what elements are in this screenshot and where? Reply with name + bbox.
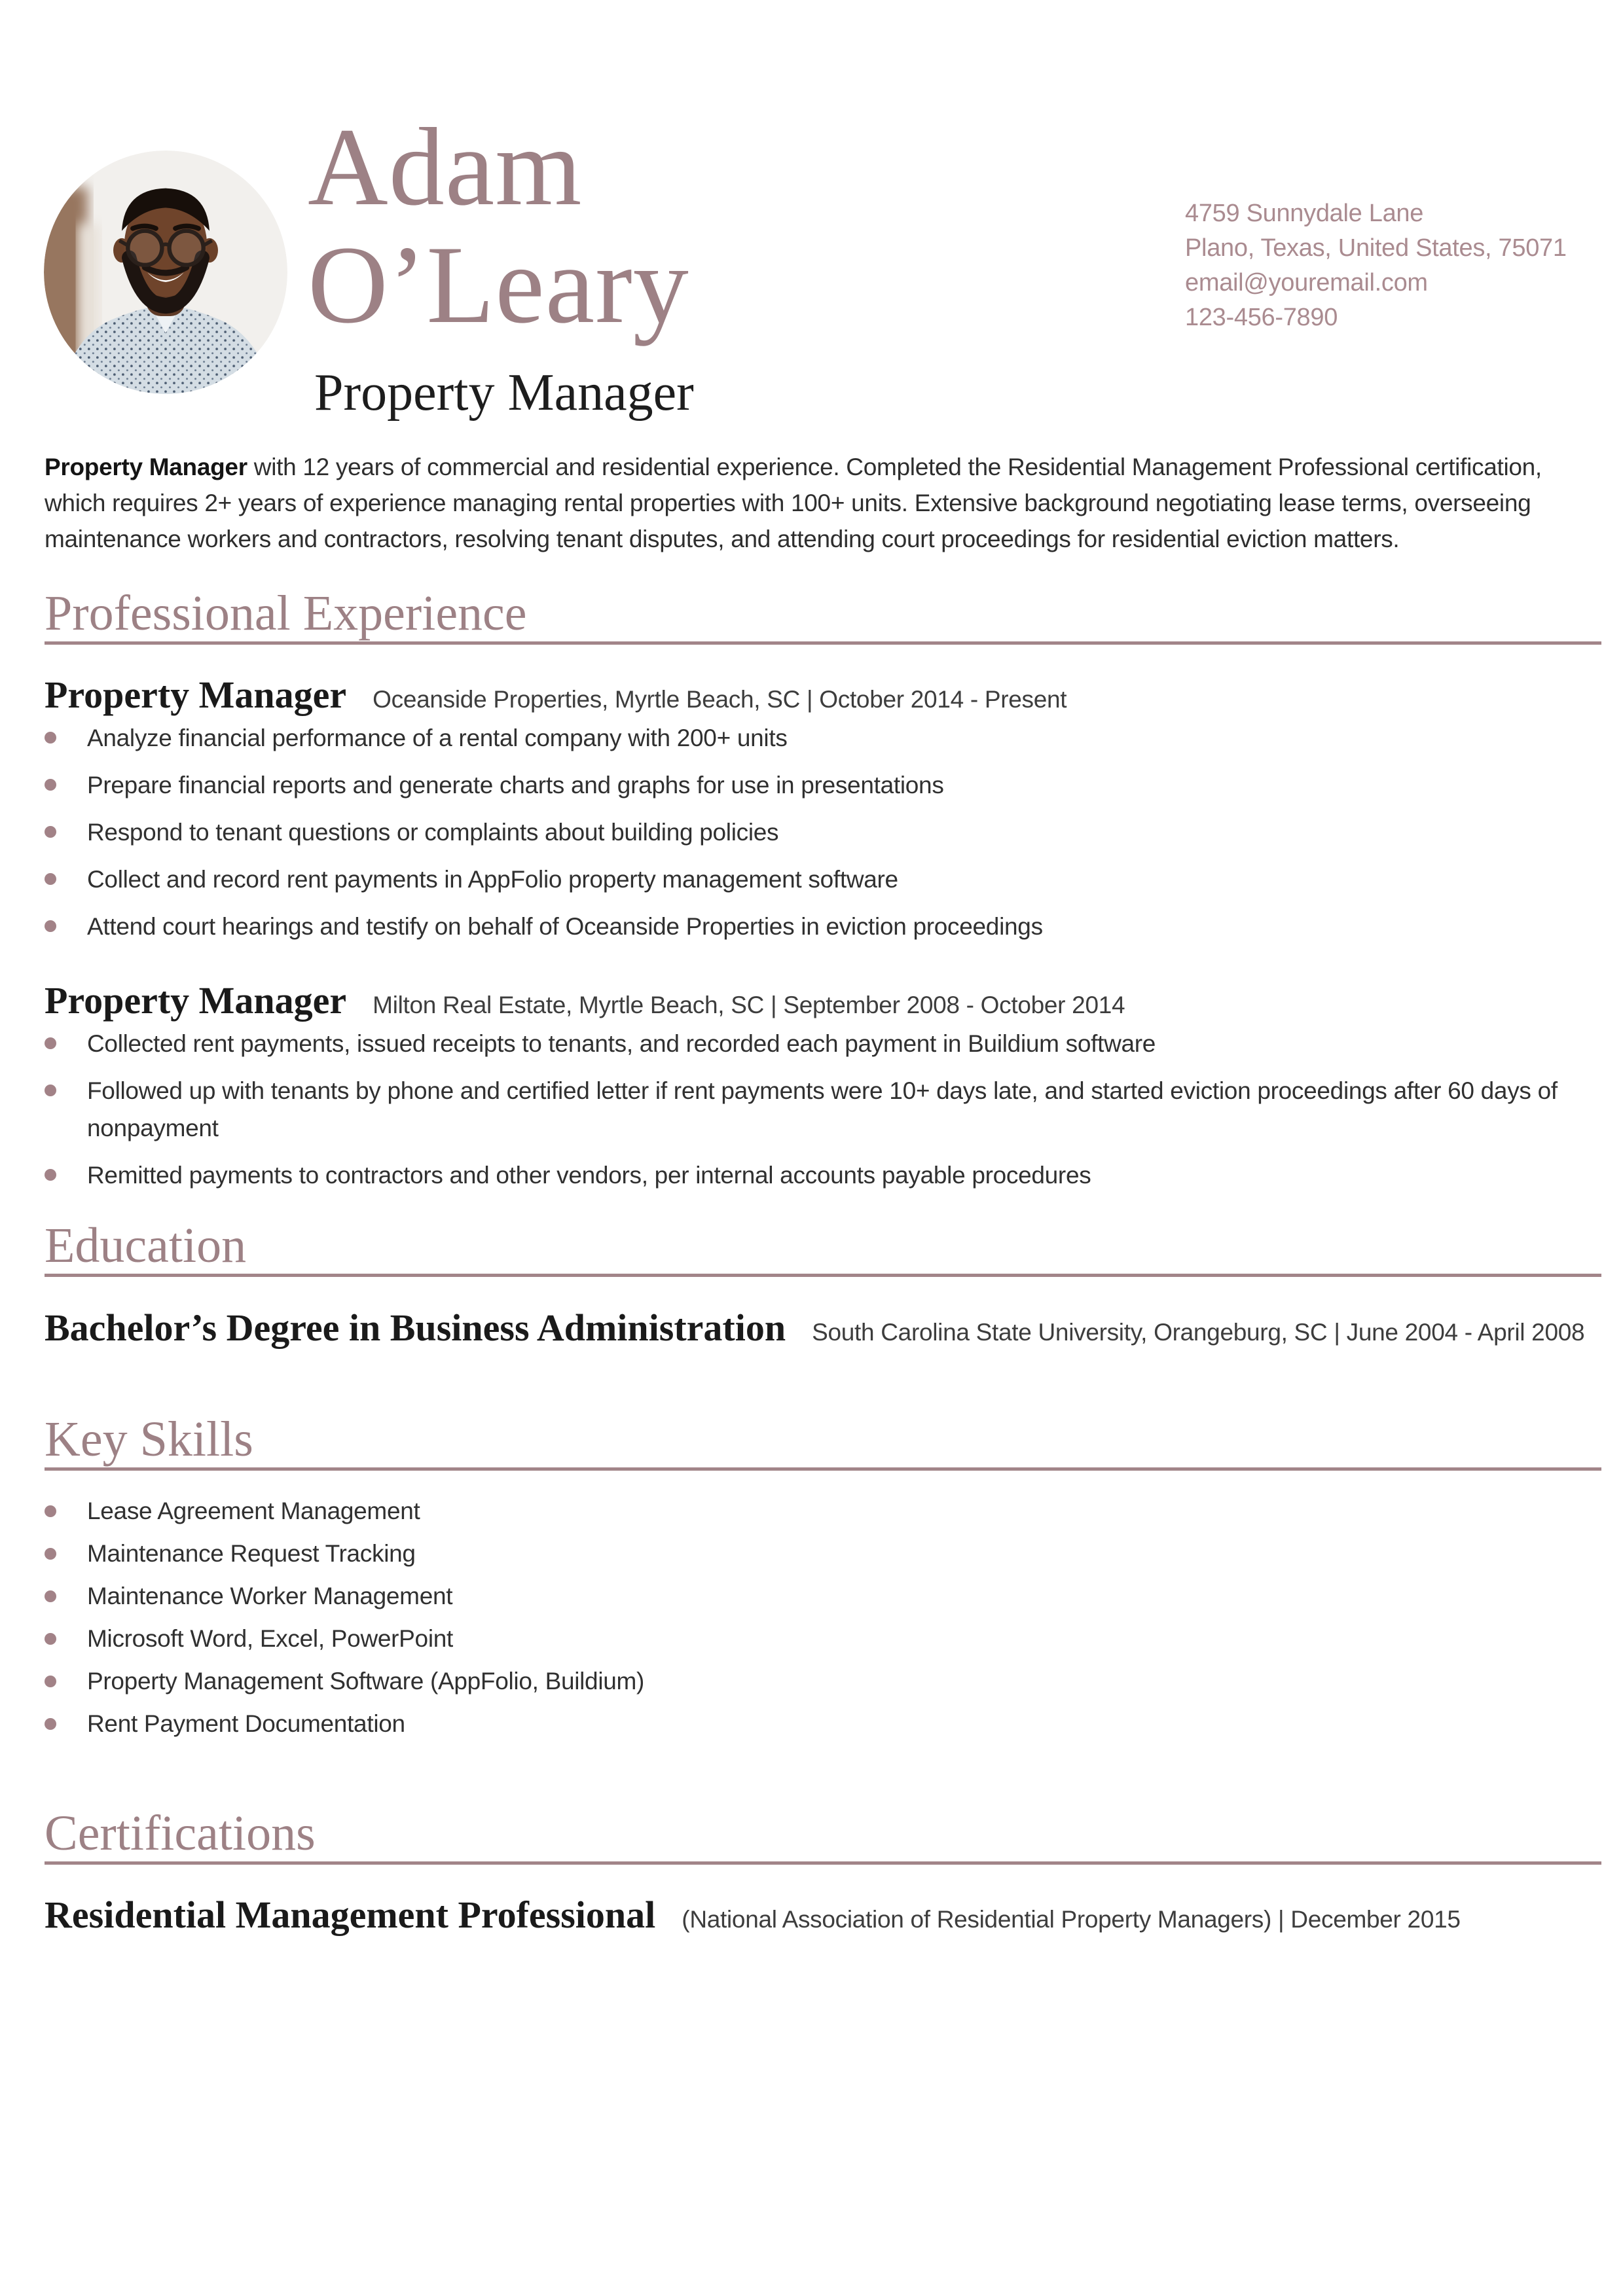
education-entry (45, 1306, 1601, 1349)
list-item (45, 861, 1601, 898)
list-item (45, 1072, 1601, 1147)
skill-text: Microsoft Word, Excel, PowerPoint (87, 1625, 453, 1652)
skill-text: Rent Payment Documentation (87, 1710, 405, 1737)
section-heading-education: Education (45, 1221, 1601, 1277)
experience-entry-1-header (45, 673, 1601, 716)
bullet-text: Respond to tenant questions or complaints about building policies (87, 819, 779, 846)
bullet-icon (45, 732, 56, 744)
experience-entry-2 (45, 979, 1601, 1194)
list-item (45, 719, 1601, 757)
section-heading-experience: Professional Experience (45, 588, 1601, 645)
person-name-line1: Adam (308, 105, 583, 228)
experience-entry-1-title: Property Manager (45, 673, 347, 716)
section-heading-certifications: Certifications (45, 1808, 1601, 1865)
bullet-icon (45, 1633, 56, 1645)
list-item (45, 814, 1601, 851)
bullet-icon (45, 779, 56, 791)
bullet-icon (45, 873, 56, 885)
experience-entry-1-meta: Oceanside Properties, Myrtle Beach, SC | October 2014 - Present (373, 686, 1067, 713)
skill-text: Lease Agreement Management (87, 1498, 420, 1524)
bullet-icon (45, 1590, 56, 1602)
experience-entry-1 (45, 673, 1601, 945)
summary-paragraph (45, 449, 1601, 557)
certification-meta: (National Association of Residential Property Managers) | December 2015 (682, 1906, 1461, 1933)
list-item (45, 1708, 1601, 1740)
bullet-icon (45, 826, 56, 838)
education-degree: Bachelor’s Degree in Business Administration (45, 1306, 786, 1349)
bullet-icon (45, 1085, 56, 1096)
bullet-text: Followed up with tenants by phone and certified letter if rent payments were 10+ days late, and started eviction proceedings after 60 days of nonpayment (87, 1077, 1558, 1141)
list-item (45, 766, 1601, 804)
summary-lead: Property Manager (45, 454, 247, 480)
bullet-text: Remitted payments to contractors and other vendors, per internal accounts payable procedures (87, 1162, 1091, 1189)
list-item (45, 1580, 1601, 1613)
certification-entry-header (45, 1893, 1601, 1936)
bullet-text: Collect and record rent payments in AppFolio property management software (87, 866, 898, 893)
bullet-text: Analyze financial performance of a rental company with 200+ units (87, 725, 788, 751)
resume-body (45, 0, 1601, 1934)
certification-name: Residential Management Professional (45, 1893, 656, 1936)
bullet-icon (45, 1505, 56, 1517)
bullet-icon (45, 1169, 56, 1181)
section-heading-skills: Key Skills (45, 1414, 1601, 1471)
bullet-icon (45, 1548, 56, 1560)
contact-address-line2: Plano, Texas, United States, 75071 (1185, 234, 1567, 262)
skill-text: Maintenance Worker Management (87, 1583, 453, 1609)
experience-entry-2-header (45, 979, 1601, 1022)
contact-email: email@youremail.com (1185, 269, 1428, 296)
skill-text: Maintenance Request Tracking (87, 1540, 416, 1567)
bullet-text: Collected rent payments, issued receipts to tenants, and recorded each payment in Buildium software (87, 1030, 1156, 1057)
bullet-text: Prepare financial reports and generate charts and graphs for use in presentations (87, 772, 944, 798)
list-item (45, 1025, 1601, 1062)
skill-text: Property Management Software (AppFolio, Buildium) (87, 1668, 645, 1695)
list-item (45, 1495, 1601, 1528)
list-item (45, 1537, 1601, 1570)
skills-list (45, 1495, 1601, 1740)
experience-entry-1-bullets (45, 719, 1601, 945)
contact-address-line1: 4759 Sunnydale Lane (1185, 200, 1424, 227)
person-name-line2: O’Leary (308, 223, 689, 346)
certification-entry (45, 1893, 1601, 1936)
bullet-text: Attend court hearings and testify on behalf of Oceanside Properties in eviction proceedings (87, 913, 1043, 940)
experience-entry-2-bullets (45, 1025, 1601, 1194)
bullet-icon (45, 1676, 56, 1687)
bullet-icon (45, 920, 56, 932)
contact-phone: 123-456-7890 (1185, 304, 1338, 331)
experience-entry-2-meta: Milton Real Estate, Myrtle Beach, SC | September 2008 - October 2014 (373, 992, 1125, 1018)
bullet-icon (45, 1718, 56, 1730)
education-entry-header (45, 1306, 1601, 1349)
list-item (45, 1623, 1601, 1655)
summary-text: with 12 years of commercial and residential experience. Completed the Residential Management Professional certification, which requires 2+ years of experience managing rental properties with 100+ units. Extensive background negotiating lease terms, overseeing maintenance workers and contractors, resolving tenant disputes, and attending court proceedings for residential eviction matters. (45, 454, 1542, 552)
bullet-icon (45, 1037, 56, 1049)
education-meta: South Carolina State University, Orangeburg, SC | June 2004 - April 2008 (812, 1319, 1585, 1346)
list-item (45, 1157, 1601, 1194)
experience-entry-2-title: Property Manager (45, 979, 347, 1022)
list-item (45, 908, 1601, 945)
list-item (45, 1665, 1601, 1698)
person-job-title: Property Manager (314, 364, 694, 422)
